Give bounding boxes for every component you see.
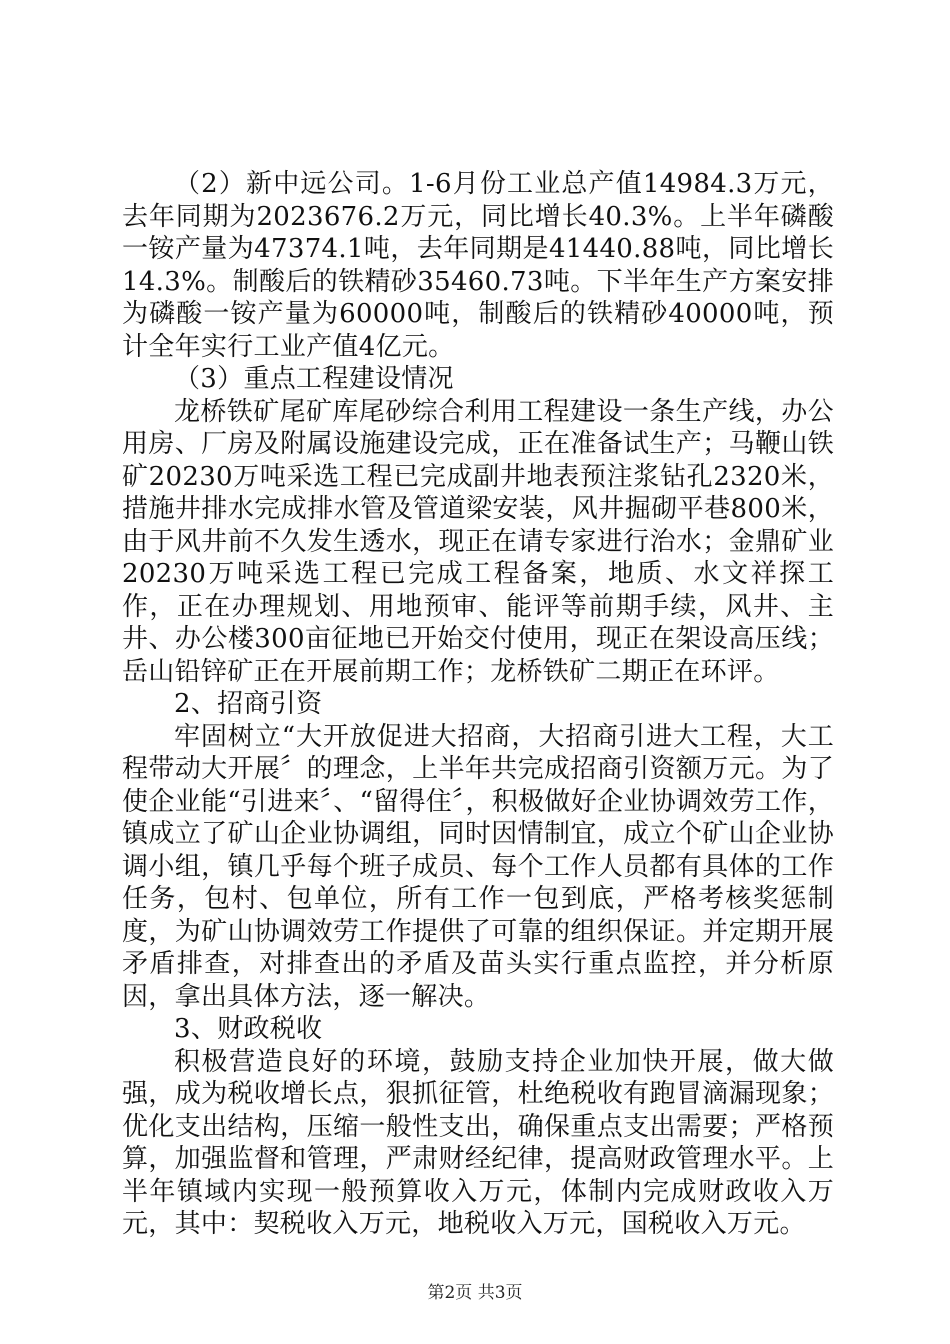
- page-footer: 第2页 共3页: [427, 1283, 523, 1303]
- paragraph-key-projects: 龙桥铁矿尾矿库尾砂综合利用工程建设一条生产线，办公用房、厂房及附属设施建设完成，正在准备试生产；马鞭山铁矿20230万吨采选工程已完成副井地表预注浆钻孔2320米，措施井排水完成排水管及管道梁安装，风井掘砌平巷800米，由于风井前不久发生透水，现正在请专家进行治水；金鼎矿业20230万吨采选工程已完成工程备案，地质、水文祥探工作，正在办理规划、用地预审、能评等前期手续，风井、主井、办公楼300亩征地已开始交付使用，现正在架设高压线；岳山铅锌矿正在开展前期工作；龙桥铁矿二期正在环评。: [122, 396, 834, 687]
- section-heading-finance: 3、财政税收: [174, 1014, 323, 1044]
- paragraph-xinzhongyuan: （2）新中远公司。1-6月份工业总产值14984.3万元，去年同期为2023676.2万元，同比增长40.3%。上半年磷酸一铵产量为47374.1吨，去年同期是41440.88吨，同比增长14.3%。制酸后的铁精砂35460.73吨。下半年生产方案安排为磷酸一铵产量为60000吨，制酸后的铁精砂40000吨，预计全年实行工业产值4亿元。: [122, 169, 834, 362]
- document-body: [122, 168, 834, 1241]
- section-heading-investment: 2、招商引资: [174, 689, 323, 719]
- section-heading-key-projects: （3）重点工程建设情况: [174, 364, 454, 394]
- paragraph-finance: 积极营造良好的环境，鼓励支持企业加快开展，做大做强，成为税收增长点，狠抓征管，杜绝税收有跑冒滴漏现象；优化支出结构，压缩一般性支出，确保重点支出需要；严格预算，加强监督和管理，严肃财经纪律，提高财政管理水平。上半年镇域内实现一般预算收入万元，体制内完成财政收入万元，其中：契税收入万元，地税收入万元，国税收入万元。: [122, 1046, 834, 1239]
- paragraph-investment: 牢固树立“大开放促进大招商，大招商引进大工程，大工程带动大开展〞的理念，上半年共完成招商引资额万元。为了使企业能“引进来〞、“留得住〞，积极做好企业协调效劳工作，镇成立了矿山企业协调组，同时因情制宜，成立个矿山企业协调小组，镇几乎每个班子成员、每个工作人员都有具体的工作任务，包村、包单位，所有工作一包到底，严格考核奖惩制度，为矿山协调效劳工作提供了可靠的组织保证。并定期开展矛盾排查，对排查出的矛盾及苗头实行重点监控，并分析原因，拿出具体方法，逐一解决。: [122, 721, 834, 1012]
